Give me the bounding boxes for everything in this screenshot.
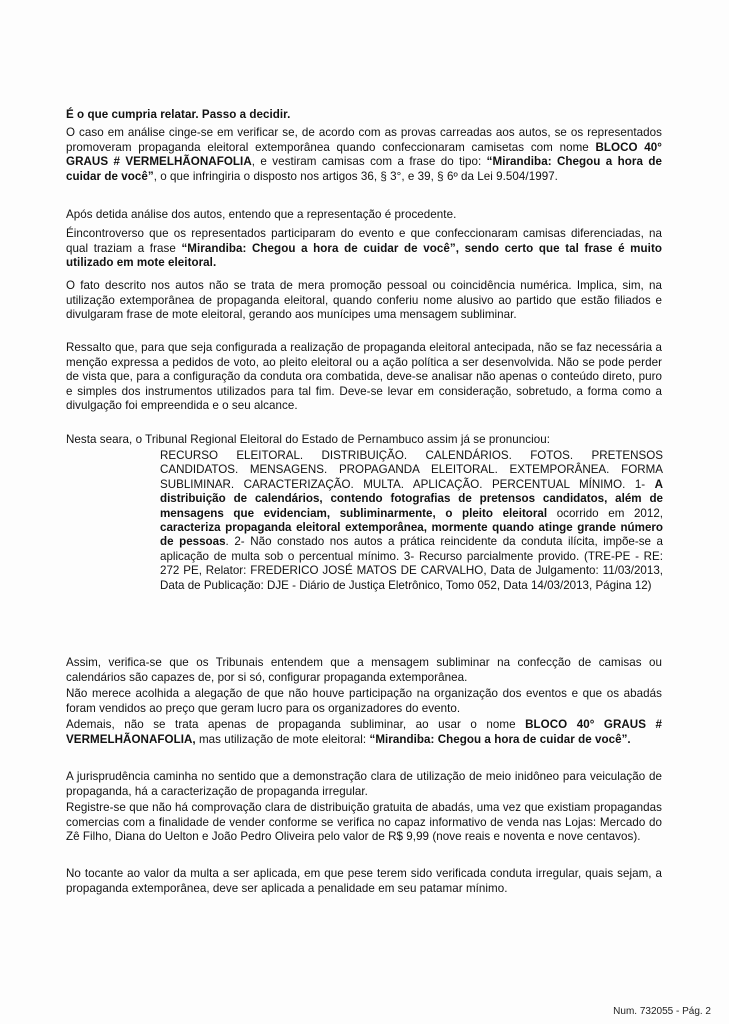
paragraph-7: Assim, verifica-se que os Tribunais entendem que a mensagem subliminar na confecção de camisas ou calendários são capazes de, por si só, configurar propaganda extemporânea. xyxy=(66,656,662,684)
text: ocorrido em 2012, xyxy=(547,506,664,520)
paragraph-10: A jurisprudência caminha no sentido que a demonstração clara de utilização de meio inidôneo para veiculação de propaganda, há a caracterização de propaganda irregular. xyxy=(66,770,662,798)
text: , e vestiram camisas com a frase do tipo: xyxy=(251,155,487,169)
text: Éincontroverso que os representados participaram do evento e que confeccionaram camisas diferenciadas, na qual traziam a frase xyxy=(66,227,662,255)
text: , o que infringiria o disposto nos artigos 36, § 3°, e 39, § 6º da Lei 9.504/1997. xyxy=(153,169,558,183)
text: Ademais, não se trata apenas de propaganda subliminar, ao usar o nome xyxy=(66,718,526,731)
bold-text: “Mirandiba: Chegou a hora de cuidar de você” xyxy=(66,155,662,183)
paragraph-1 xyxy=(66,126,662,184)
text: O caso em análise cinge-se em verificar se, de acordo com as provas carreadas aos autos, se os representados promoveram propaganda eleitoral extemporânea quando confeccionaram camisetas com nome xyxy=(66,126,662,154)
bold-text: A distribuição de calendários, contendo fotografias de pretensos candidatos, além de mensagens que evidenciam, subliminarmente, o pleito eleitoral xyxy=(160,477,663,520)
paragraph-3 xyxy=(66,227,662,271)
section-heading xyxy=(66,108,662,123)
bold-text: caracteriza propaganda eleitoral extemporânea, mormente quando atinge grande número de pessoas xyxy=(160,521,663,549)
paragraph-2: Após detida análise dos autos, entendo que a representação é procedente. xyxy=(66,208,457,221)
paragraph-8: Não merece acolhida a alegação de que não houve participação na organização dos eventos e que os abadás foram vendidos ao preço que geram lucro para os organizadores do evento. xyxy=(66,687,662,715)
bold-text: BLOCO 40° GRAUS # VERMELHÃONAFOLIA xyxy=(66,140,662,169)
text: . 2- Não constado nos autos a prática reincidente da conduta ilícita, impõe-se a aplicação de multa sob o percentual mínimo. 3- Recurso parcialmente provido. (TRE-PE - RE: 272 PE, Relator: FREDERICO JOSÉ MATOS DE CARVALHO, Data de Julgamento: 11/03/2013, Data de Publicação: DJE - Diário de Justiça Eletrônico, Tomo 052, Data 14/03/2013, Página 12) xyxy=(160,535,663,592)
paragraph-12: No tocante ao valor da multa a ser aplicada, em que pese terem sido verificada conduta irregular, quais sejam, a propaganda extemporânea, deve ser aplicada a penalidade em seu patamar mínimo. xyxy=(66,867,662,895)
text: RECURSO ELEITORAL. DISTRIBUIÇÃO. CALENDÁRIOS. FOTOS. PRETENSOS CANDIDATOS. MENSAGENS. PROPAGANDA ELEITORAL. EXTEMPORÂNEA. FORMA SUBLIMINAR. CARACTERIZAÇÃO. MULTA. APLICAÇÃO. PERCENTUAL MÍNIMO. 1- xyxy=(160,449,663,491)
paragraph-11: Registre-se que não há comprovação clara de distribuição gratuita de abadás, uma vez que existiam propagandas comercias com a finalidade de vender conforme se verifica no capaz informativo de venda nas Lojas: Mercado do Zê Filho, Diana do Uelton e João Pedro Oliveira pelo valor de R$ 9,99 (nove reais e noventa e nove centavos). xyxy=(66,801,662,844)
text: mas utilização de mote eleitoral: xyxy=(195,732,370,746)
paragraph-9 xyxy=(66,718,662,747)
bold-text: “Mirandiba: Chegou a hora de cuidar de você”. xyxy=(369,732,631,746)
heading-text: É o que cumpria relatar. Passo a decidir. xyxy=(66,108,291,121)
jurisprudence-quote xyxy=(160,449,663,593)
bold-text: “Mirandiba: Chegou a hora de cuidar de você”, sendo certo que tal frase é muito utilizado em mote eleitoral. xyxy=(66,241,662,270)
page-number: Num. 732055 - Pág. 2 xyxy=(613,1006,711,1017)
paragraph-4: O fato descrito nos autos não se trata de mera promoção pessoal ou coincidência numérica. Implica, sim, na utilização extemporânea de propaganda eleitoral, quando conferiu nome alusivo ao partido que estão filiados e divulgaram frase de mote eleitoral, gerando aos munícipes uma mensagem subliminar. xyxy=(66,279,662,322)
bold-text: BLOCO 40° GRAUS # VERMELHÃONAFOLIA, xyxy=(66,718,662,746)
paragraph-6: Nesta seara, o Tribunal Regional Eleitoral do Estado de Pernambuco assim já se pronunciou: xyxy=(66,433,550,446)
paragraph-5: Ressalto que, para que seja configurada a realização de propaganda eleitoral antecipada, não se faz necessária a menção expressa a pedidos de voto, ao pleito eleitoral ou a ação política a ser desenvolvida. Não se pode perder de vista que, para a configuração da conduta ora combatida, deve-se analisar não apenas o conteúdo direto, puro e simples dos instrumentos utilizados para tal fim. Deve-se levar em consideração, sobretudo, a forma como a divulgação foi empreendida e o seu alcance. xyxy=(66,341,662,413)
